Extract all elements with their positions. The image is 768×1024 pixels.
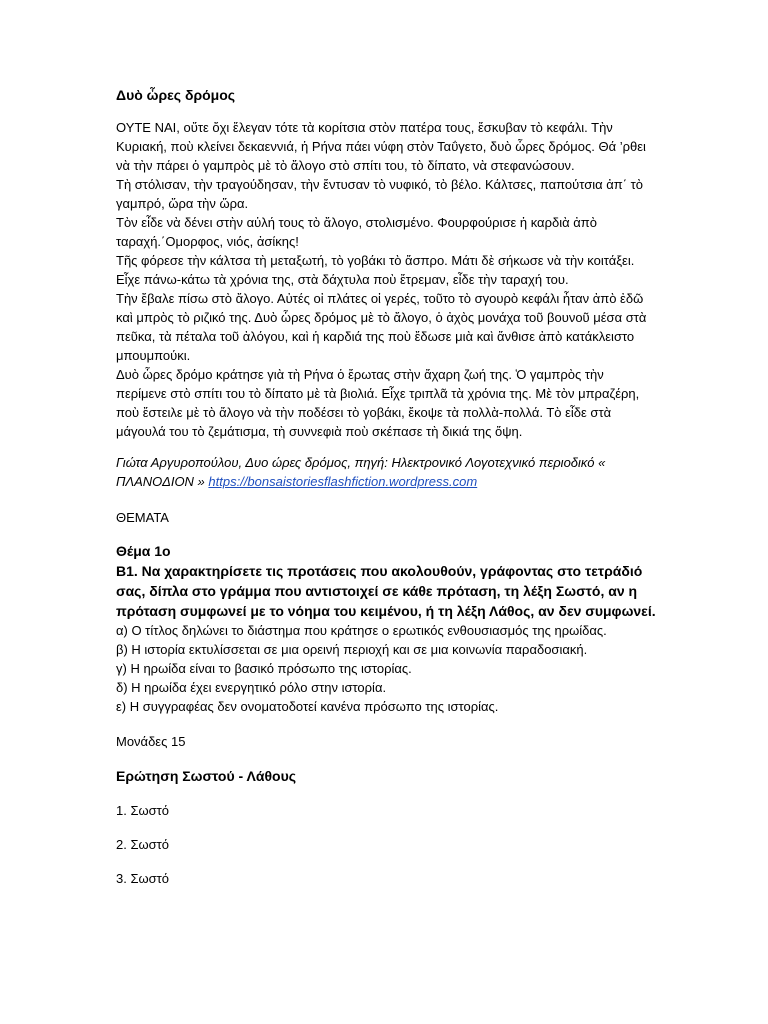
thema-heading: Θέμα 1ο (116, 543, 171, 559)
statement-c: γ) Η ηρωίδα είναι το βασικό πρόσωπο της ιστορίας. (116, 661, 412, 676)
statement-d: δ) Η ηρωίδα έχει ενεργητικό ρόλο στην ιστορία. (116, 680, 387, 695)
answer-1: 1. Σωστό (116, 803, 170, 818)
citation (116, 453, 656, 491)
document-page (116, 86, 656, 888)
statement-e: ε) Η συγγραφέας δεν ονοματοδοτεί κανένα πρόσωπο της ιστορίας. (116, 699, 499, 714)
monades-label: Μονάδες 15 (116, 734, 186, 749)
answers-title: Ερώτηση Σωστού - Λάθους (116, 768, 297, 784)
answer-2: 2. Σωστό (116, 837, 170, 852)
story-paragraph-2: Τὴ στόλισαν, τὴν τραγούδησαν, τὴν ἔντυσαν τὸ νυφικό, τὸ βέλο. Κάλτσες, παπούτσια ἀπ΄ τὸ γαμπρό, ὥρα τὴν ὥρα. (116, 177, 644, 211)
story-paragraph-5: Τὴν ἔβαλε πίσω στὸ ἄλογο. Αὐτές οἱ πλάτες οἱ γερές, τοῦτο τὸ σγουρὸ κεφάλι ἦταν ἀπὸ ἐδῶ καὶ μπρὸς τὸ ριζικό της. Δυὸ ὧρες δρόμος μὲ τὸ ἄλογο, ὁ ἀχὸς μονάχα τοῦ βουνοῦ μέσα στὰ πεῦκα, τὰ πέταλα τοῦ ἀλόγου, καὶ ἡ καρδιά της ποὺ ἔδωσε μιὰ καὶ ἄνθισε ἀπὸ κατάκλειστο μπουμπούκι. (116, 291, 647, 363)
themata-label: ΘΕΜΑΤΑ (116, 510, 169, 525)
citation-link[interactable]: https://bonsaistoriesflashfiction.wordpress.com (208, 474, 478, 489)
story-paragraph-3: Τὸν εἶδε νὰ δένει στὴν αὐλή τους τὸ ἄλογο, στολισμένο. Φουρφούρισε ἡ καρδιὰ ἀπὸ ταραχή.΄Ομορφος, νιός, ἀσίκης! (116, 215, 597, 249)
statement-a: α) Ο τίτλος δηλώνει το διάστημα που κράτησε ο ερωτικός ενθουσιασμός της ηρωίδας. (116, 623, 607, 638)
statement-b: β) Η ιστορία εκτυλίσσεται σε μια ορεινή περιοχή και σε μια κοινωνία παραδοσιακή. (116, 642, 588, 657)
document-title: Δυὸ ὧρες δρόμος (116, 87, 236, 103)
story-text (116, 118, 656, 441)
answer-3: 3. Σωστό (116, 871, 170, 886)
citation-text: Γιώτα Αργυροπούλου, Δυο ώρες δρόμος, πηγή: Ηλεκτρονικό Λογοτεχνικό περιοδικό « ΠΛΑΝΟΔΙΟΝ » (116, 455, 606, 489)
story-paragraph-4: Τῆς φόρεσε τὴν κάλτσα τὴ μεταξωτή, τὸ γοβάκι τὸ ἄσπρο. Μάτι δὲ σήκωσε νὰ τὴν κοιτάξει. Εἶχε πάνω-κάτω τὰ χρόνια της, στὰ δάχτυλα ποὺ ἔτρεμαν, εἶδε τὴν ταραχή του. (116, 253, 635, 287)
story-paragraph-1: ΟΥΤΕ ΝΑΙ, οὔτε ὄχι ἔλεγαν τότε τὰ κορίτσια στὸν πατέρα τους, ἔσκυβαν τὸ κεφάλι. Τὴν Κυριακή, ποὺ κλείνει δεκαεννιά, ἡ Ρήνα πάει νύφη στὸν Ταΰγετο, δυὸ ὧρες δρόμος. Θά ’ρθει νὰ τὴν πάρει ὁ γαμπρὸς μὲ τὸ ἄλογο στὸ σπίτι του, τὸ δίπατο, νὰ στεφανώσουν. (116, 120, 646, 173)
statements-list (116, 621, 656, 716)
question-b1: Β1. Να χαρακτηρίσετε τις προτάσεις που ακολουθούν, γράφοντας στο τετράδιό σας, δίπλα στο γράμμα που αντιστοιχεί σε κάθε πρόταση, τη λέξη Σωστό, αν η πρόταση συμφωνεί με το νόημα του κειμένου, ή τη λέξη Λάθος, αν δεν συμφωνεί. (116, 563, 656, 619)
story-paragraph-6: Δυὸ ὧρες δρόμο κράτησε γιὰ τὴ Ρήνα ὁ ἔρωτας στὴν ἄχαρη ζωή της. Ὁ γαμπρὸς τὴν περίμενε στὸ σπίτι του τὸ δίπατο μὲ τὰ βιολιά. Εἶχε τριπλᾶ τὰ χρόνια της. Μὲ τὸν μπραζέρη, ποὺ ἔστειλε μὲ τὸ ἄλογο νὰ τὴν ποδέσει τὸ γοβάκι, ἔκοψε τὰ πολλὰ-πολλά. Τὸ εἶδε στὰ μάγουλά του τὸ ζεμάτισμα, τὴ συννεφιὰ ποὺ σκέπασε τὴ δικιά της ὄψη. (116, 367, 640, 439)
answers-list (116, 801, 656, 888)
